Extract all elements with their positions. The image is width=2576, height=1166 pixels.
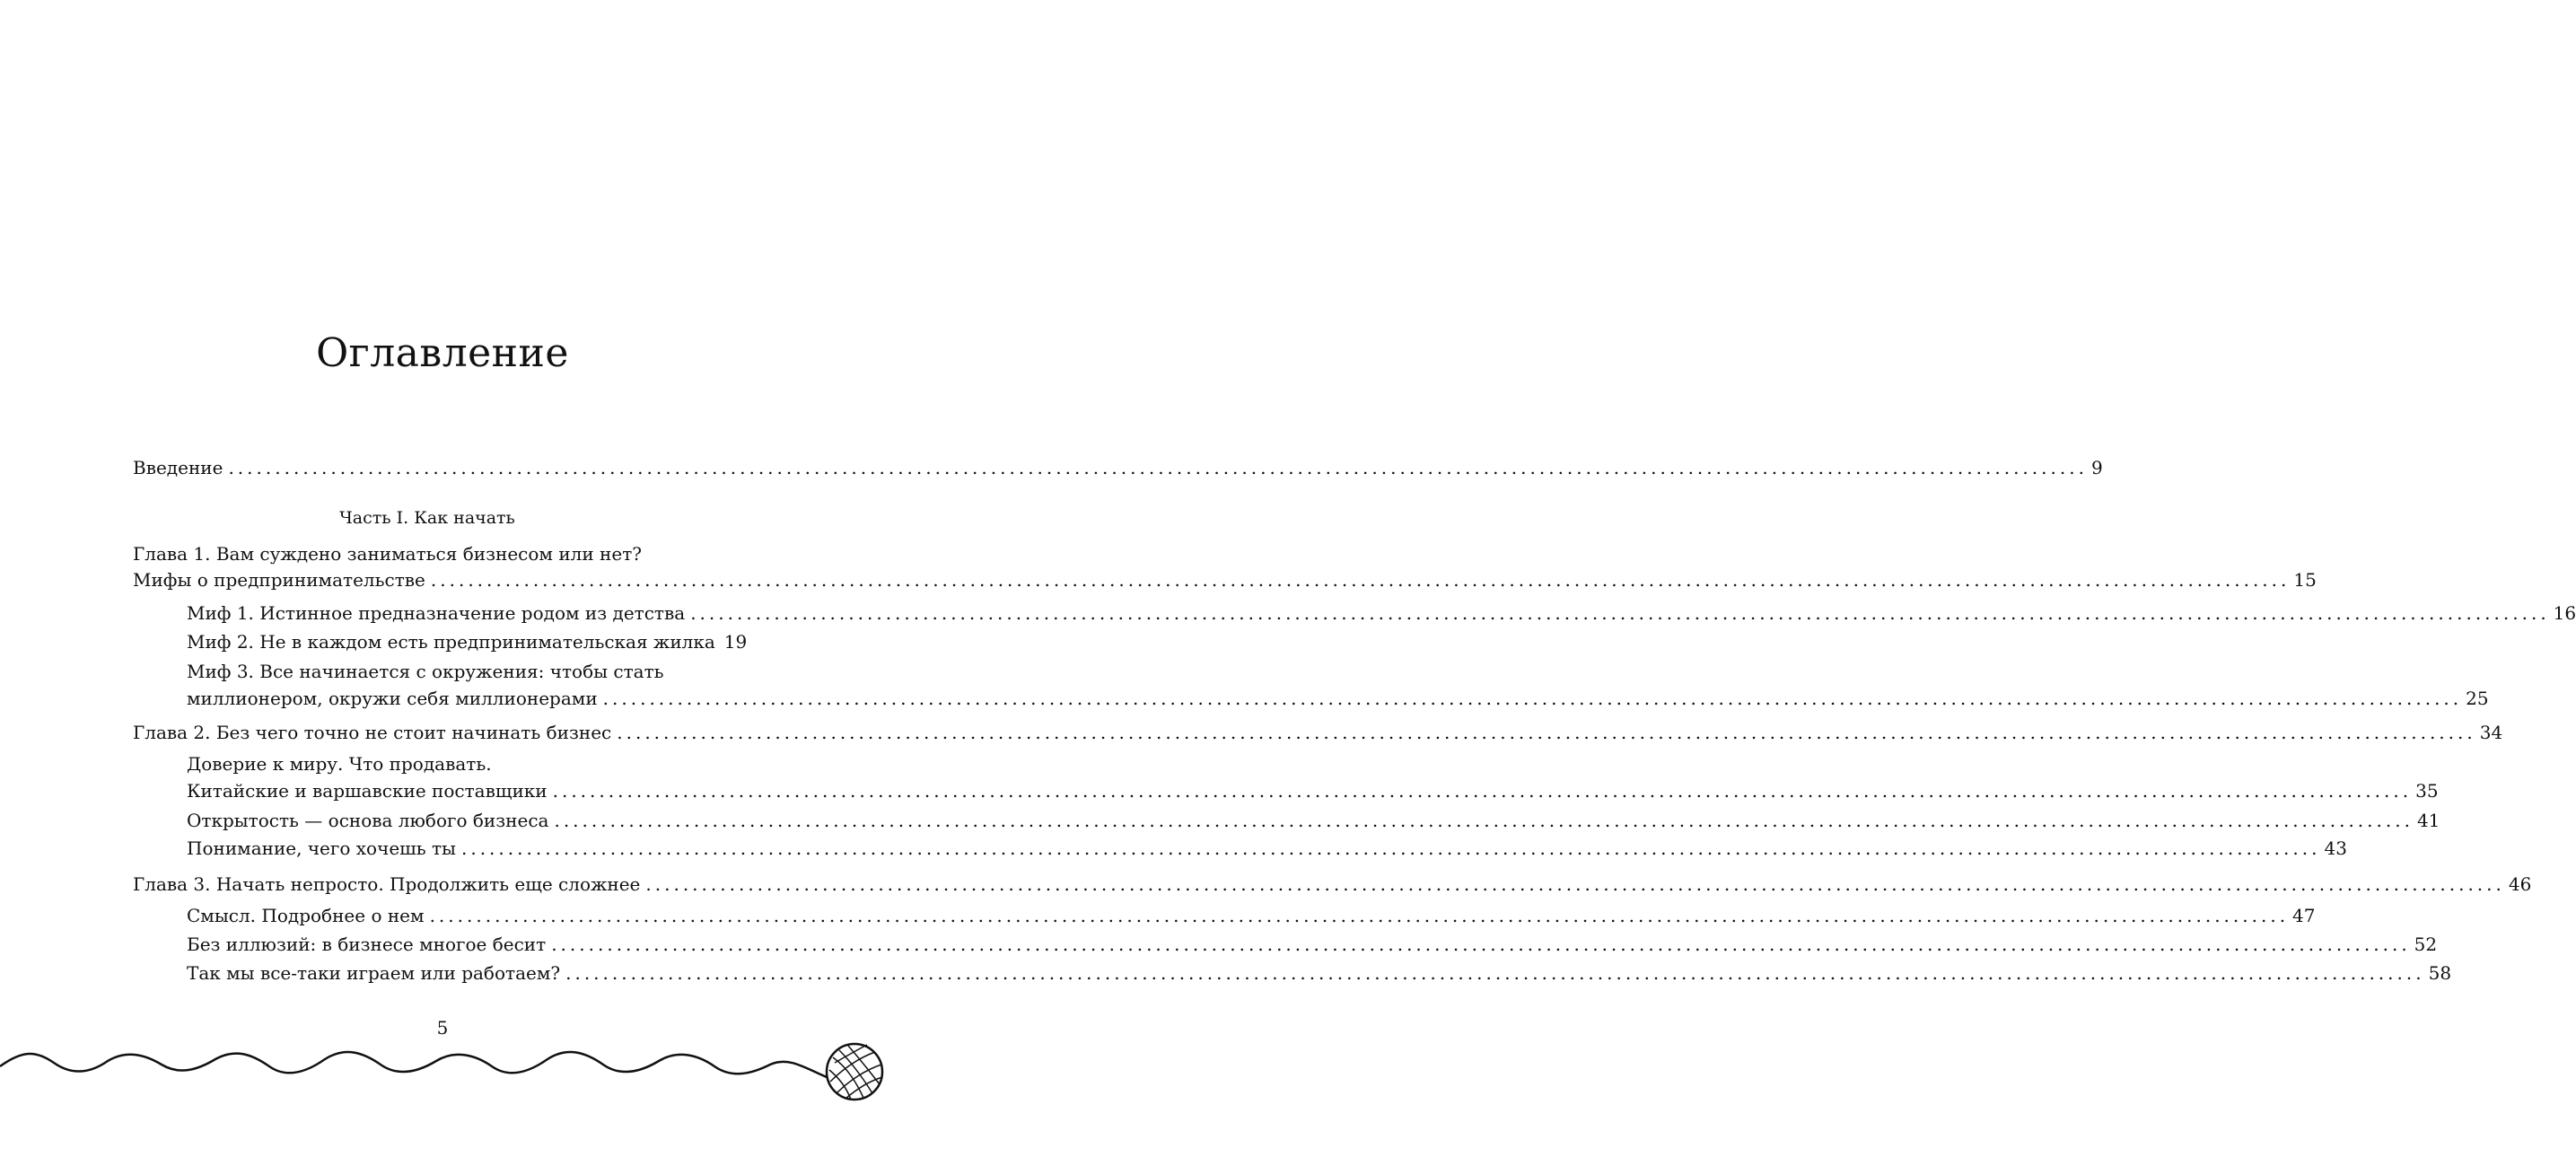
toc-entry-myth-1[interactable] <box>187 601 2576 625</box>
leader-dots: ........................................................................................................................................................................................................ <box>551 934 2411 955</box>
trust-title[interactable]: Доверие к миру. Что продавать. <box>187 753 492 775</box>
toc-entry-page: 9 <box>2090 457 2103 478</box>
toc-entry-page: 35 <box>2415 780 2439 802</box>
leader-dots: ........................................................................................................................................................................................................ <box>645 873 2505 895</box>
thread-line <box>0 1052 831 1079</box>
toc-entry-label: Мифы о предпринимательстве <box>133 569 425 591</box>
toc-entry-chapter-3[interactable] <box>133 872 2532 896</box>
chapter-1-title[interactable]: Глава 1. Вам суждено заниматься бизнесом или нет? <box>133 543 643 565</box>
toc-entry-label: Так мы все-таки играем или работаем? <box>187 962 561 984</box>
toc-entry-openness[interactable] <box>187 809 2440 832</box>
toc-entry-intro[interactable] <box>133 456 2103 479</box>
toc-entry-chapter-1[interactable] <box>133 568 2317 592</box>
toc-entry-meaning[interactable] <box>187 904 2316 927</box>
leader-dots: ........................................................................................................................................................................................................ <box>552 780 2413 802</box>
myth-3-title[interactable]: Миф 3. Все начинается с окружения: чтобы стать <box>187 661 664 682</box>
toc-entry-page: 16 <box>2553 602 2576 624</box>
toc-entry-chapter-2[interactable] <box>133 721 2503 744</box>
toc-entry-page: 58 <box>2428 962 2452 984</box>
leader-dots: ........................................................................................................................................................................................................ <box>429 905 2290 926</box>
toc-entry-page: 15 <box>2293 569 2317 591</box>
toc-entry-suppliers[interactable] <box>187 779 2439 802</box>
toc-entry-label: Открытость — основа любого бизнеса <box>187 810 549 831</box>
page-number: 5 <box>436 1017 449 1039</box>
toc-entry-page: 41 <box>2416 810 2440 831</box>
leader-dots: ........................................................................................................................................................................................................ <box>430 569 2291 591</box>
toc-entry-page: 43 <box>2324 837 2347 859</box>
toc-entry-label: Миф 2. Не в каждом есть предпринимательская жилка <box>187 631 715 653</box>
toc-entry-page: 19 <box>723 631 748 653</box>
toc-entry-label: Китайские и варшавские поставщики <box>187 780 548 802</box>
toc-entry-understanding[interactable] <box>187 837 2347 860</box>
toc-entry-page: 47 <box>2292 905 2316 926</box>
toc-entry-label: Введение <box>133 457 223 478</box>
toc-entry-page: 34 <box>2479 722 2503 743</box>
yarn-ball-icon <box>827 1044 882 1100</box>
leader-dots: ........................................................................................................................................................................................................ <box>554 810 2414 831</box>
toc-entry-page: 46 <box>2508 873 2532 895</box>
toc-entry-label: Понимание, чего хочешь ты <box>187 837 456 859</box>
toc-entry-myth-3[interactable] <box>187 687 2489 710</box>
toc-entry-play-or-work[interactable] <box>187 961 2452 985</box>
page-title: Оглавление <box>316 330 569 376</box>
toc-entry-myth-2[interactable] <box>187 630 748 653</box>
wavy-thread-decoration <box>0 1032 885 1122</box>
leader-dots: ........................................................................................................................................................................................................ <box>565 962 2425 984</box>
toc-entry-page: 52 <box>2414 934 2438 955</box>
toc-entry-label: миллионером, окружи себя миллионерами <box>187 688 598 709</box>
toc-entry-illusions[interactable] <box>187 933 2438 956</box>
toc-entry-page: 25 <box>2466 688 2489 709</box>
toc-entry-label: Глава 2. Без чего точно не стоит начинать бизнес <box>133 722 612 743</box>
toc-entry-label: Без иллюзий: в бизнесе многое бесит <box>187 934 547 955</box>
leader-dots: ........................................................................................................................................................................................................ <box>602 688 2463 709</box>
leader-dots: ........................................................................................................................................................................................................ <box>228 457 2088 478</box>
toc-entry-label: Миф 1. Истинное предназначение родом из детства <box>187 602 686 624</box>
toc-entry-label: Глава 3. Начать непросто. Продолжить еще сложнее <box>133 873 641 895</box>
toc-entry-label: Смысл. Подробнее о нем <box>187 905 425 926</box>
part-heading: Часть I. Как начать <box>339 508 515 528</box>
leader-dots: ........................................................................................................................................................................................................ <box>690 602 2550 624</box>
leader-dots: ........................................................................................................................................................................................................ <box>460 837 2321 859</box>
leader-dots: ........................................................................................................................................................................................................ <box>617 722 2476 743</box>
